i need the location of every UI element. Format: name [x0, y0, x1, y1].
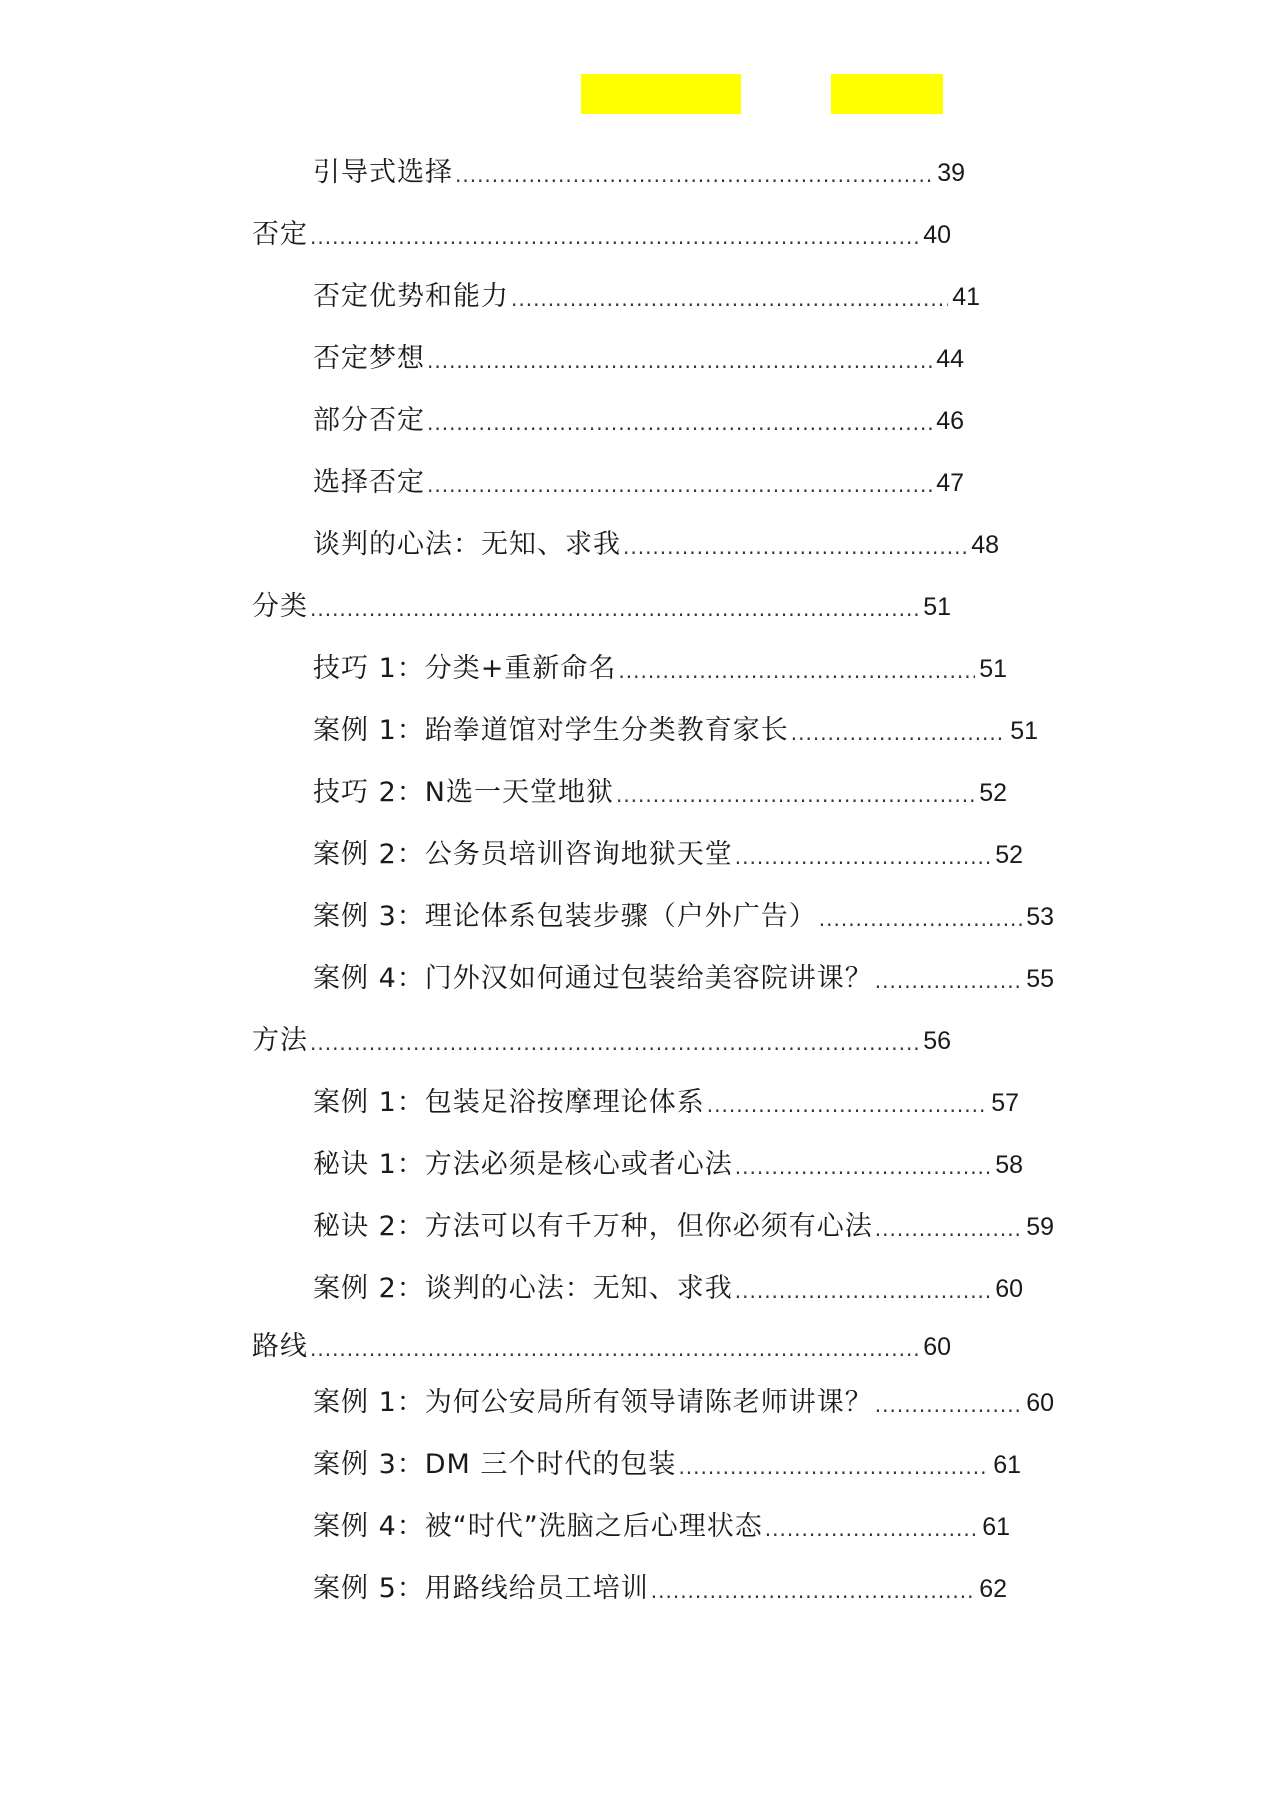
toc-leader-dots — [427, 470, 932, 500]
toc-entry[interactable] — [252, 1324, 951, 1364]
toc-entry-page: 40 — [923, 221, 951, 249]
yellow-highlight-block-left — [581, 74, 741, 114]
toc-entry-page: 61 — [993, 1451, 1021, 1479]
toc-entry[interactable] — [252, 584, 951, 624]
toc-entry[interactable] — [313, 1442, 1021, 1482]
toc-entry-page: 51 — [923, 593, 951, 621]
toc-entry-page: 60 — [923, 1333, 951, 1361]
toc-entry-label: 部分否定 — [313, 405, 425, 436]
toc-entry-label: 案例 4：被“时代”洗脑之后心理状态 — [313, 1511, 763, 1542]
toc-entry-page: 44 — [936, 345, 964, 373]
yellow-highlight-block-right — [831, 74, 943, 114]
toc-entry-label: 秘诀 2：方法可以有千万种，但你必须有心法 — [313, 1211, 873, 1242]
toc-leader-dots — [707, 1090, 987, 1120]
toc-leader-dots — [455, 160, 933, 190]
toc-entry[interactable] — [313, 150, 965, 190]
toc-entry-label: 分类 — [252, 591, 308, 622]
toc-leader-dots — [735, 1276, 991, 1306]
toc-entry-label: 案例 5：用路线给员工培训 — [313, 1573, 649, 1604]
toc-entry-page: 62 — [979, 1575, 1007, 1603]
toc-leader-dots — [427, 346, 932, 376]
toc-entry-label: 案例 1：跆拳道馆对学生分类教育家长 — [313, 715, 789, 746]
toc-entry-page: 55 — [1026, 965, 1054, 993]
toc-entry-page: 56 — [923, 1027, 951, 1055]
toc-entry[interactable] — [313, 832, 1023, 872]
toc-leader-dots — [819, 904, 1022, 934]
toc-entry-label: 案例 2：谈判的心法：无知、求我 — [313, 1273, 733, 1304]
toc-entry-page: 51 — [979, 655, 1007, 683]
toc-entry-label: 否定 — [252, 219, 308, 250]
toc-leader-dots — [735, 842, 991, 872]
toc-entry-page: 57 — [991, 1089, 1019, 1117]
toc-entry[interactable] — [313, 770, 1007, 810]
toc-entry-label: 案例 2：公务员培训咨询地狱天堂 — [313, 839, 733, 870]
toc-entry[interactable] — [313, 398, 964, 438]
toc-entry-label: 案例 3：理论体系包装步骤（户外广告） — [313, 901, 817, 932]
toc-entry-page: 39 — [937, 159, 965, 187]
toc-entry-label: 谈判的心法：无知、求我 — [313, 529, 621, 560]
toc-leader-dots — [791, 718, 1006, 748]
toc-entry[interactable] — [313, 1080, 1019, 1120]
toc-entry[interactable] — [313, 274, 980, 314]
toc-entry[interactable] — [313, 1504, 1010, 1544]
toc-entry[interactable] — [313, 1142, 1023, 1182]
toc-entry-page: 60 — [1026, 1389, 1054, 1417]
toc-entry-label: 案例 3：DM 三个时代的包装 — [313, 1449, 677, 1480]
toc-entry-label: 技巧 2：N选一天堂地狱 — [313, 777, 614, 808]
toc-leader-dots — [875, 1390, 1022, 1420]
toc-entry[interactable] — [313, 460, 964, 500]
toc-entry[interactable] — [313, 522, 999, 562]
toc-leader-dots — [618, 656, 975, 686]
toc-entry-page: 52 — [979, 779, 1007, 807]
toc-entry-page: 46 — [936, 407, 964, 435]
toc-leader-dots — [310, 1028, 919, 1058]
toc-leader-dots — [651, 1576, 975, 1606]
toc-entry[interactable] — [252, 212, 951, 252]
toc-entry-label: 方法 — [252, 1025, 308, 1056]
toc-entry-page: 48 — [971, 531, 999, 559]
toc-entry-page: 53 — [1026, 903, 1054, 931]
toc-leader-dots — [765, 1514, 978, 1544]
toc-entry-label: 路线 — [252, 1331, 308, 1362]
toc-entry-label: 案例 1：为何公安局所有领导请陈老师讲课？ — [313, 1387, 873, 1418]
toc-entry[interactable] — [313, 646, 1007, 686]
toc-leader-dots — [735, 1152, 991, 1182]
toc-entry-page: 58 — [995, 1151, 1023, 1179]
toc-leader-dots — [427, 408, 932, 438]
toc-leader-dots — [511, 284, 948, 314]
toc-entry-label: 案例 4：门外汉如何通过包装给美容院讲课？ — [313, 963, 873, 994]
toc-entry-page: 61 — [982, 1513, 1010, 1541]
toc-entry-page: 51 — [1010, 717, 1038, 745]
toc-entry-page: 47 — [936, 469, 964, 497]
toc-entry-label: 案例 1：包装足浴按摩理论体系 — [313, 1087, 705, 1118]
toc-entry[interactable] — [313, 1204, 1054, 1244]
toc-entry[interactable] — [252, 1018, 951, 1058]
toc-entry[interactable] — [313, 894, 1054, 934]
toc-entry[interactable] — [313, 1566, 1007, 1606]
toc-leader-dots — [623, 532, 967, 562]
toc-entry[interactable] — [313, 1380, 1054, 1420]
toc-entry-label: 秘诀 1：方法必须是核心或者心法 — [313, 1149, 733, 1180]
toc-entry-label: 技巧 1：分类+重新命名 — [313, 653, 617, 684]
toc-entry[interactable] — [313, 708, 1038, 748]
toc-entry-label: 否定优势和能力 — [313, 281, 509, 312]
toc-entry-page: 60 — [995, 1275, 1023, 1303]
toc-entry-label: 选择否定 — [313, 467, 425, 498]
toc-entry[interactable] — [313, 956, 1054, 996]
toc-leader-dots — [310, 222, 919, 252]
toc-entry-page: 41 — [952, 283, 980, 311]
toc-leader-dots — [678, 1452, 989, 1482]
toc-entry-page: 59 — [1026, 1213, 1054, 1241]
toc-leader-dots — [875, 1214, 1022, 1244]
toc-entry-label: 引导式选择 — [313, 157, 453, 188]
toc-entry-label: 否定梦想 — [313, 343, 425, 374]
toc-leader-dots — [310, 1334, 919, 1364]
toc-entry-page: 52 — [995, 841, 1023, 869]
toc-leader-dots — [310, 594, 919, 624]
toc-entry[interactable] — [313, 1266, 1023, 1306]
toc-leader-dots — [616, 780, 975, 810]
toc-leader-dots — [875, 966, 1022, 996]
toc-entry[interactable] — [313, 336, 964, 376]
